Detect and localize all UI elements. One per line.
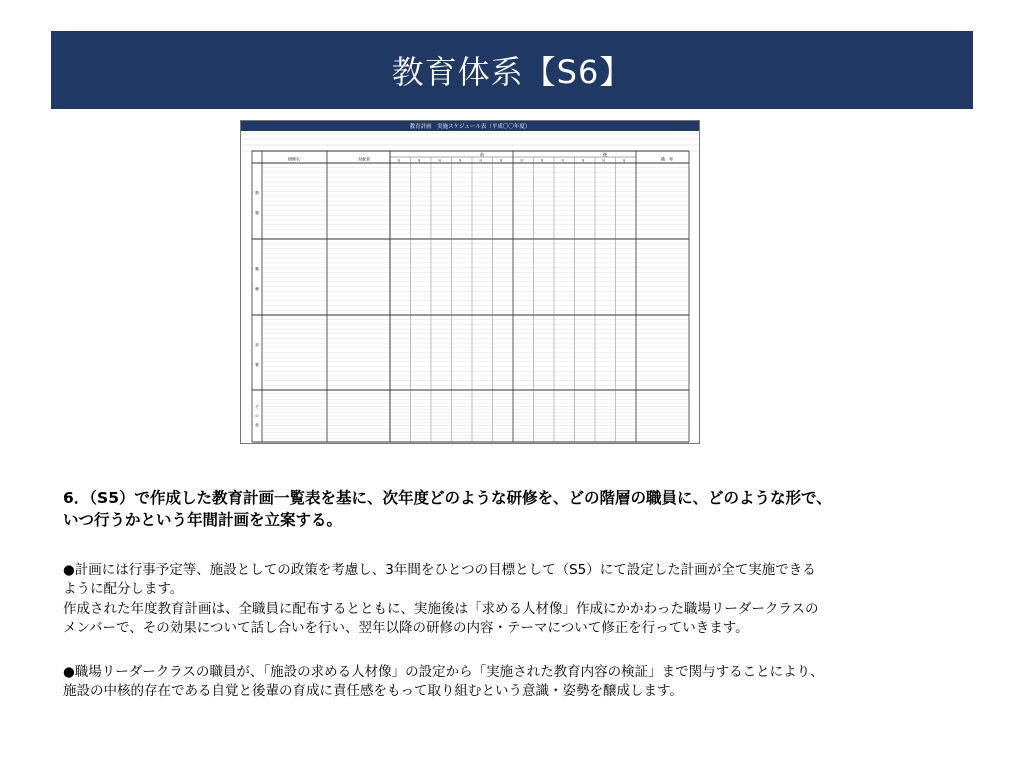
paragraph-3-line-1: ●職場リーダークラスの職員が、「施設の求める人材像」の設定から「実施された教育内容の検証」まで関与することにより、: [63, 664, 824, 680]
schedule-sheet: [240, 120, 700, 444]
schedule-sheet-image: [240, 120, 700, 444]
paragraph-2: [63, 600, 963, 638]
heading-line-1: 6．（S5）で作成した教育計画一覧表を基に、次年度どのような研修を、どの階層の職員に、どのような形で、: [63, 489, 832, 507]
section-label-char: 署: [255, 363, 259, 367]
col-training-name: 研修名: [288, 156, 300, 162]
month-mark: 月: [520, 158, 524, 163]
month-mark: 月: [479, 158, 483, 163]
month-mark: 月: [540, 158, 544, 163]
month-mark: 月: [622, 158, 626, 163]
col-remarks: 備 考: [661, 156, 673, 162]
paragraph-1-line-2: ように配分します。: [63, 581, 184, 597]
paragraph-1: [63, 561, 963, 599]
sheet-title: 教育計画 実施スケジュール表（平成〇〇年度）: [409, 124, 531, 130]
paragraph-3-line-2: 施設の中核的存在である自覚と後輩の育成に責任感をもって取り組むという意識・姿勢を醸成します。: [63, 683, 683, 699]
sheet-grid: [241, 121, 700, 444]
month-mark: 月: [561, 158, 565, 163]
heading-line-2: いつ行うかという年間計画を立案する。: [63, 511, 343, 529]
section-label-char: 種: [255, 287, 259, 291]
section-label-char: 部: [255, 343, 259, 347]
paragraph-2-line-1: 作成された年度教育計画は、全職員に配布するとともに、実施後は「求める人材像」作成にかかわった職場リーダークラスの: [63, 601, 819, 617]
month-mark: 月: [581, 158, 585, 163]
month-mark: 月: [397, 158, 401, 163]
section-label-char: 階: [255, 191, 259, 195]
section-heading: [63, 487, 963, 531]
section-label-char: の: [255, 414, 259, 418]
month-mark: 月: [499, 158, 503, 163]
section-label-char: 職: [255, 267, 259, 271]
paragraph-1-line-1: ●計画には行事予定等、施設としての政策を考慮し、3年間をひとつの目標として（S5）にて設定した計画が全て実施できる: [63, 562, 816, 578]
period-group-1: 前: [480, 152, 484, 157]
section-label-char: 他: [255, 423, 259, 427]
period-group-2: 後: [603, 152, 607, 157]
col-target: 対象者: [358, 156, 370, 162]
month-mark: 月: [602, 158, 606, 163]
title-bar: [51, 31, 973, 109]
paragraph-2-line-2: メンバーで、その効果について話し合いを行い、翌年以降の研修の内容・テーマについて修正を行っていきます。: [63, 620, 749, 636]
month-mark: 月: [417, 158, 421, 163]
section-label-char: 層: [255, 211, 259, 215]
month-mark: 月: [458, 158, 462, 163]
section-label-char: そ: [255, 405, 259, 409]
paragraph-3: [63, 663, 963, 701]
page-title: 教育体系【S6】: [391, 53, 633, 91]
month-mark: 月: [438, 158, 442, 163]
sheet-border: [241, 121, 700, 444]
